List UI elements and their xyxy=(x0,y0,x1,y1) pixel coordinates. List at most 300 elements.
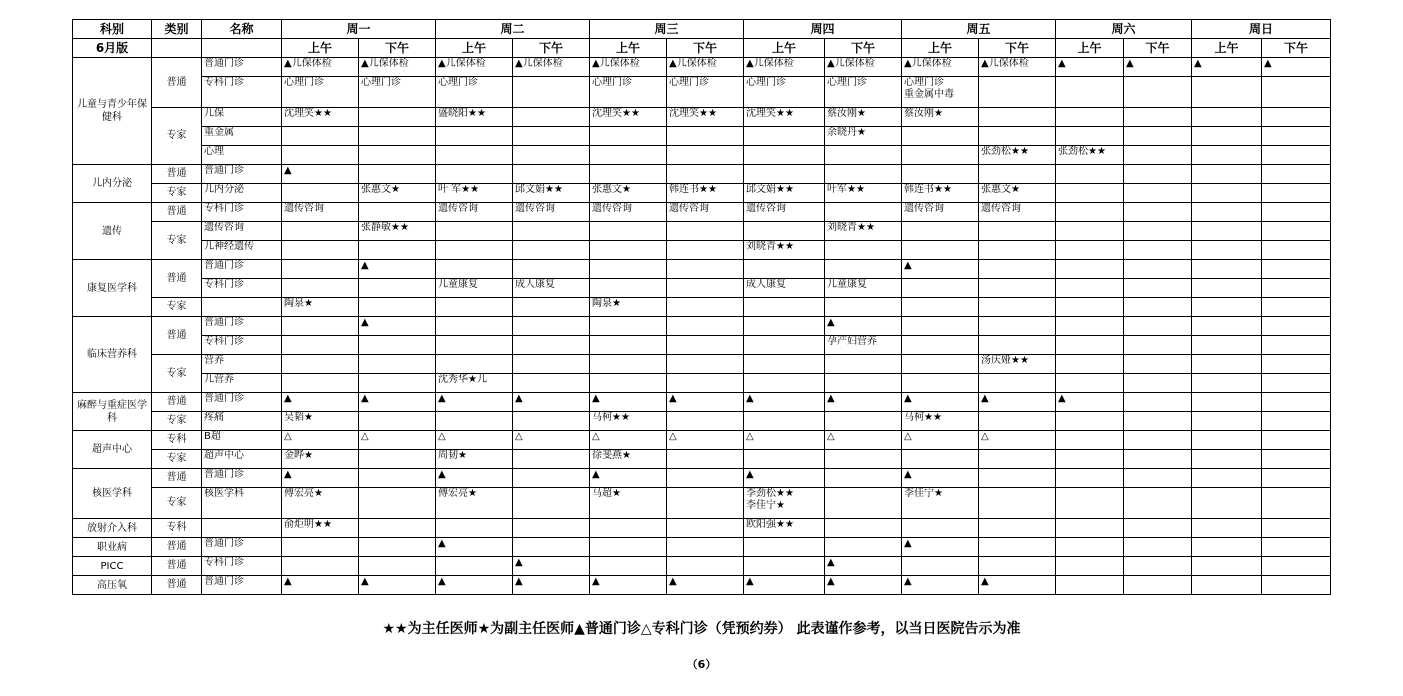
pm-slot-cell xyxy=(667,336,744,355)
clinic-name-cell: 专科门诊 xyxy=(202,203,282,222)
pm-slot-cell xyxy=(359,355,436,374)
am-slot-cell xyxy=(436,557,513,576)
pm-slot-cell xyxy=(513,317,590,336)
pm-slot-cell xyxy=(667,538,744,557)
pm-slot-cell: ▲儿保体检 xyxy=(359,58,436,77)
header-day: 周四 xyxy=(744,20,902,39)
department-cell: 核医学科 xyxy=(73,469,152,519)
pm-slot-cell xyxy=(1262,355,1331,374)
category-cell: 普通 xyxy=(152,538,202,557)
am-slot-cell: 盛晓阳★★ xyxy=(436,108,513,127)
am-slot-cell xyxy=(1192,108,1262,127)
pm-slot-cell xyxy=(1124,538,1192,557)
pm-slot-cell xyxy=(667,412,744,431)
pm-slot-cell xyxy=(979,165,1056,184)
pm-slot-cell: 叶军★★ xyxy=(825,184,902,203)
am-slot-cell xyxy=(436,222,513,241)
pm-slot-cell xyxy=(359,469,436,488)
pm-slot-cell xyxy=(667,127,744,146)
am-slot-cell xyxy=(744,374,825,393)
am-slot-cell xyxy=(282,355,359,374)
am-slot-cell xyxy=(902,241,979,260)
am-slot-cell: ▲儿保体检 xyxy=(282,58,359,77)
am-slot-cell xyxy=(1192,393,1262,412)
pm-slot-cell xyxy=(825,488,902,519)
pm-slot-cell: ▲ xyxy=(979,393,1056,412)
am-slot-cell xyxy=(590,165,667,184)
am-slot-cell xyxy=(1056,241,1124,260)
pm-slot-cell xyxy=(1124,355,1192,374)
am-slot-cell xyxy=(1192,203,1262,222)
schedule-row xyxy=(73,165,1331,184)
pm-slot-cell xyxy=(979,557,1056,576)
pm-slot-cell: ▲ xyxy=(513,557,590,576)
am-slot-cell: △ xyxy=(282,431,359,450)
am-slot-cell: 心理门诊 xyxy=(436,77,513,108)
am-slot-cell xyxy=(902,222,979,241)
am-slot-cell: 马柯★★ xyxy=(902,412,979,431)
pm-slot-cell xyxy=(979,488,1056,519)
clinic-name-cell: 重金属 xyxy=(202,127,282,146)
pm-slot-cell xyxy=(825,298,902,317)
pm-slot-cell xyxy=(1124,146,1192,165)
pm-slot-cell xyxy=(513,412,590,431)
pm-slot-cell xyxy=(667,279,744,298)
pm-slot-cell xyxy=(1262,241,1331,260)
am-slot-cell: ▲儿保体检 xyxy=(902,58,979,77)
am-slot-cell: ▲ xyxy=(902,469,979,488)
category-cell: 专科 xyxy=(152,431,202,450)
pm-slot-cell xyxy=(1124,108,1192,127)
header-am: 上午 xyxy=(1192,39,1262,58)
pm-slot-cell: △ xyxy=(513,431,590,450)
am-slot-cell xyxy=(590,279,667,298)
am-slot-cell: 蔡汝刚★ xyxy=(902,108,979,127)
header-day: 周二 xyxy=(436,20,590,39)
am-slot-cell xyxy=(436,260,513,279)
am-slot-cell: 张劲松★★ xyxy=(1056,146,1124,165)
am-slot-cell xyxy=(1192,146,1262,165)
category-cell: 普通 xyxy=(152,393,202,412)
pm-slot-cell xyxy=(1124,317,1192,336)
am-slot-cell xyxy=(282,260,359,279)
header-day: 周日 xyxy=(1192,20,1331,39)
pm-slot-cell xyxy=(513,241,590,260)
pm-slot-cell: 遗传咨询 xyxy=(979,203,1056,222)
am-slot-cell: ▲ xyxy=(744,469,825,488)
pm-slot-cell xyxy=(979,77,1056,108)
pm-slot-cell xyxy=(979,374,1056,393)
am-slot-cell xyxy=(590,336,667,355)
am-slot-cell xyxy=(1056,374,1124,393)
am-slot-cell xyxy=(744,336,825,355)
schedule-row xyxy=(73,77,1331,108)
am-slot-cell: 遗传咨询 xyxy=(590,203,667,222)
category-cell: 普通 xyxy=(152,165,202,184)
am-slot-cell xyxy=(590,260,667,279)
am-slot-cell: ▲ xyxy=(902,393,979,412)
category-cell: 普通 xyxy=(152,557,202,576)
schedule-row xyxy=(73,203,1331,222)
pm-slot-cell xyxy=(1262,412,1331,431)
am-slot-cell xyxy=(1056,203,1124,222)
category-cell: 专家 xyxy=(152,412,202,431)
am-slot-cell xyxy=(902,127,979,146)
schedule-row xyxy=(73,538,1331,557)
clinic-name-cell: 普通门诊 xyxy=(202,165,282,184)
pm-slot-cell: ▲ xyxy=(359,260,436,279)
am-slot-cell: ▲ xyxy=(436,576,513,595)
pm-slot-cell: 沈理笑★★ xyxy=(667,108,744,127)
department-cell: 职业病 xyxy=(73,538,152,557)
am-slot-cell xyxy=(590,222,667,241)
schedule-row xyxy=(73,58,1331,77)
am-slot-cell: 陶泉★ xyxy=(590,298,667,317)
pm-slot-cell: ▲ xyxy=(513,393,590,412)
am-slot-cell xyxy=(1192,184,1262,203)
am-slot-cell xyxy=(1192,77,1262,108)
pm-slot-cell xyxy=(667,355,744,374)
am-slot-cell xyxy=(282,557,359,576)
am-slot-cell: ▲ xyxy=(282,165,359,184)
pm-slot-cell xyxy=(359,241,436,260)
pm-slot-cell xyxy=(359,336,436,355)
am-slot-cell: 沈理笑★★ xyxy=(282,108,359,127)
am-slot-cell xyxy=(902,298,979,317)
am-slot-cell: 沈理笑★★ xyxy=(744,108,825,127)
pm-slot-cell xyxy=(979,260,1056,279)
am-slot-cell: △ xyxy=(590,431,667,450)
am-slot-cell xyxy=(1192,298,1262,317)
pm-slot-cell xyxy=(1124,431,1192,450)
pm-slot-cell xyxy=(513,374,590,393)
pm-slot-cell xyxy=(1262,127,1331,146)
department-cell: 遗传 xyxy=(73,203,152,260)
pm-slot-cell xyxy=(825,146,902,165)
clinic-name-cell: 营养 xyxy=(202,355,282,374)
am-slot-cell xyxy=(282,336,359,355)
am-slot-cell: ▲ xyxy=(1056,393,1124,412)
schedule-row xyxy=(73,298,1331,317)
header-am: 上午 xyxy=(282,39,359,58)
am-slot-cell: ▲ xyxy=(744,576,825,595)
pm-slot-cell xyxy=(513,450,590,469)
category-cell: 专科 xyxy=(152,519,202,538)
am-slot-cell xyxy=(1056,184,1124,203)
pm-slot-cell xyxy=(667,241,744,260)
pm-slot-cell xyxy=(979,222,1056,241)
pm-slot-cell xyxy=(667,260,744,279)
pm-slot-cell xyxy=(667,298,744,317)
pm-slot-cell xyxy=(979,279,1056,298)
clinic-name-cell: 疼痛 xyxy=(202,412,282,431)
clinic-name-cell: 专科门诊 xyxy=(202,336,282,355)
am-slot-cell xyxy=(1056,317,1124,336)
pm-slot-cell xyxy=(1262,450,1331,469)
category-cell: 专家 xyxy=(152,450,202,469)
pm-slot-cell xyxy=(359,165,436,184)
am-slot-cell xyxy=(282,241,359,260)
am-slot-cell xyxy=(1192,538,1262,557)
pm-slot-cell xyxy=(1124,184,1192,203)
am-slot-cell xyxy=(1056,222,1124,241)
pm-slot-cell xyxy=(513,222,590,241)
am-slot-cell xyxy=(744,538,825,557)
pm-slot-cell xyxy=(825,203,902,222)
pm-slot-cell xyxy=(979,519,1056,538)
pm-slot-cell: 蔡汝刚★ xyxy=(825,108,902,127)
pm-slot-cell: △ xyxy=(667,431,744,450)
pm-slot-cell: 心理门诊 xyxy=(359,77,436,108)
pm-slot-cell xyxy=(1124,412,1192,431)
am-slot-cell xyxy=(1056,538,1124,557)
pm-slot-cell xyxy=(513,519,590,538)
pm-slot-cell xyxy=(1124,77,1192,108)
department-cell: PICC xyxy=(73,557,152,576)
pm-slot-cell xyxy=(359,298,436,317)
pm-slot-cell xyxy=(825,241,902,260)
am-slot-cell: △ xyxy=(744,431,825,450)
am-slot-cell xyxy=(1192,450,1262,469)
am-slot-cell: ▲ xyxy=(902,576,979,595)
pm-slot-cell xyxy=(359,127,436,146)
am-slot-cell: ▲ xyxy=(1056,58,1124,77)
pm-slot-cell xyxy=(1262,317,1331,336)
department-cell: 儿内分泌 xyxy=(73,165,152,203)
am-slot-cell xyxy=(1192,222,1262,241)
pm-slot-cell: ▲ xyxy=(667,576,744,595)
clinic-name-cell: 普通门诊 xyxy=(202,469,282,488)
am-slot-cell xyxy=(436,241,513,260)
am-slot-cell xyxy=(1192,336,1262,355)
pm-slot-cell xyxy=(513,127,590,146)
pm-slot-cell xyxy=(1262,203,1331,222)
pm-slot-cell xyxy=(513,336,590,355)
am-slot-cell: 周韧★ xyxy=(436,450,513,469)
clinic-name-cell: 儿内分泌 xyxy=(202,184,282,203)
clinic-name-cell: 专科门诊 xyxy=(202,279,282,298)
am-slot-cell xyxy=(902,146,979,165)
pm-slot-cell xyxy=(1262,279,1331,298)
am-slot-cell xyxy=(590,355,667,374)
schedule-row xyxy=(73,355,1331,374)
clinic-name-cell: 遗传咨询 xyxy=(202,222,282,241)
pm-slot-cell xyxy=(1124,450,1192,469)
schedule-row xyxy=(73,450,1331,469)
am-slot-cell: ▲ xyxy=(436,469,513,488)
schedule-row xyxy=(73,127,1331,146)
pm-slot-cell xyxy=(359,538,436,557)
category-cell: 专家 xyxy=(152,222,202,260)
pm-slot-cell xyxy=(1262,260,1331,279)
am-slot-cell: ▲儿保体检 xyxy=(590,58,667,77)
pm-slot-cell xyxy=(1124,336,1192,355)
header-pm: 下午 xyxy=(359,39,436,58)
clinic-name-cell: 普通门诊 xyxy=(202,317,282,336)
am-slot-cell xyxy=(1192,241,1262,260)
category-cell: 普通 xyxy=(152,576,202,595)
pm-slot-cell: 成人康复 xyxy=(513,279,590,298)
pm-slot-cell: ▲ xyxy=(1262,58,1331,77)
pm-slot-cell xyxy=(1262,557,1331,576)
pm-slot-cell xyxy=(513,260,590,279)
department-cell: 儿童与青少年保健科 xyxy=(73,58,152,165)
schedule-row xyxy=(73,469,1331,488)
am-slot-cell xyxy=(1192,355,1262,374)
am-slot-cell xyxy=(1056,127,1124,146)
pm-slot-cell xyxy=(1262,538,1331,557)
am-slot-cell xyxy=(902,450,979,469)
header-pm: 下午 xyxy=(825,39,902,58)
pm-slot-cell: ▲儿保体检 xyxy=(667,58,744,77)
am-slot-cell xyxy=(436,317,513,336)
am-slot-cell xyxy=(1056,450,1124,469)
pm-slot-cell xyxy=(667,450,744,469)
am-slot-cell xyxy=(1192,165,1262,184)
department-cell: 麻醉与重症医学科 xyxy=(73,393,152,431)
pm-slot-cell: 心理门诊 xyxy=(825,77,902,108)
pm-slot-cell: 邱文娟★★ xyxy=(513,184,590,203)
pm-slot-cell xyxy=(667,374,744,393)
am-slot-cell xyxy=(436,336,513,355)
am-slot-cell: 俞炬明★★ xyxy=(282,519,359,538)
pm-slot-cell xyxy=(513,538,590,557)
department-cell: 康复医学科 xyxy=(73,260,152,317)
pm-slot-cell: 心理门诊 xyxy=(667,77,744,108)
am-slot-cell: ▲儿保体检 xyxy=(436,58,513,77)
pm-slot-cell xyxy=(359,108,436,127)
pm-slot-cell xyxy=(1262,469,1331,488)
pm-slot-cell xyxy=(1124,557,1192,576)
pm-slot-cell xyxy=(825,450,902,469)
page-number: （6） xyxy=(686,658,717,671)
department-cell: 放射介入科 xyxy=(73,519,152,538)
am-slot-cell xyxy=(1192,260,1262,279)
am-slot-cell xyxy=(1192,488,1262,519)
department-cell: 超声中心 xyxy=(73,431,152,469)
pm-slot-cell xyxy=(979,538,1056,557)
am-slot-cell xyxy=(902,355,979,374)
am-slot-cell xyxy=(902,317,979,336)
clinic-name-cell: 普通门诊 xyxy=(202,576,282,595)
pm-slot-cell: ▲ xyxy=(513,576,590,595)
am-slot-cell xyxy=(902,165,979,184)
am-slot-cell: △ xyxy=(902,431,979,450)
pm-slot-cell xyxy=(513,298,590,317)
am-slot-cell xyxy=(1192,127,1262,146)
pm-slot-cell xyxy=(667,222,744,241)
am-slot-cell xyxy=(744,355,825,374)
header-day: 周六 xyxy=(1056,20,1192,39)
clinic-name-cell: 儿保 xyxy=(202,108,282,127)
pm-slot-cell xyxy=(359,203,436,222)
am-slot-cell: 邱文娟★★ xyxy=(744,184,825,203)
am-slot-cell xyxy=(1192,431,1262,450)
header-pm: 下午 xyxy=(1124,39,1192,58)
header-day: 周五 xyxy=(902,20,1056,39)
am-slot-cell: ▲ xyxy=(282,469,359,488)
am-slot-cell xyxy=(1056,108,1124,127)
pm-slot-cell xyxy=(1262,108,1331,127)
department-cell: 临床营养科 xyxy=(73,317,152,393)
pm-slot-cell xyxy=(513,488,590,519)
am-slot-cell: ▲ xyxy=(902,538,979,557)
am-slot-cell: ▲ xyxy=(1192,58,1262,77)
am-slot-cell: ▲ xyxy=(902,260,979,279)
schedule-row xyxy=(73,184,1331,203)
am-slot-cell xyxy=(590,146,667,165)
pm-slot-cell xyxy=(1124,241,1192,260)
am-slot-cell xyxy=(1056,431,1124,450)
am-slot-cell xyxy=(1056,488,1124,519)
header-pm: 下午 xyxy=(513,39,590,58)
pm-slot-cell: 汤庆娅★★ xyxy=(979,355,1056,374)
pm-slot-cell: ▲儿保体检 xyxy=(825,58,902,77)
pm-slot-cell: △ xyxy=(979,431,1056,450)
pm-slot-cell: 张劲松★★ xyxy=(979,146,1056,165)
pm-slot-cell xyxy=(667,557,744,576)
category-cell: 普通 xyxy=(152,203,202,222)
header-empty-cell xyxy=(152,39,202,58)
pm-slot-cell: △ xyxy=(825,431,902,450)
clinic-name-cell: 普通门诊 xyxy=(202,58,282,77)
schedule-row xyxy=(73,222,1331,241)
pm-slot-cell xyxy=(1262,393,1331,412)
schedule-row xyxy=(73,431,1331,450)
header-day: 周一 xyxy=(282,20,436,39)
am-slot-cell xyxy=(1056,77,1124,108)
pm-slot-cell xyxy=(825,165,902,184)
header-am: 上午 xyxy=(902,39,979,58)
am-slot-cell: 傅宏亮★ xyxy=(282,488,359,519)
am-slot-cell xyxy=(282,374,359,393)
am-slot-cell: 遗传咨询 xyxy=(902,203,979,222)
header-empty-cell xyxy=(202,39,282,58)
clinic-name-cell xyxy=(202,298,282,317)
category-cell: 专家 xyxy=(152,184,202,203)
am-slot-cell xyxy=(1192,412,1262,431)
am-slot-cell xyxy=(282,127,359,146)
am-slot-cell xyxy=(1192,557,1262,576)
pm-slot-cell xyxy=(667,317,744,336)
pm-slot-cell xyxy=(825,355,902,374)
am-slot-cell xyxy=(590,519,667,538)
am-slot-cell xyxy=(902,336,979,355)
category-cell: 专家 xyxy=(152,108,202,165)
header-row-periods xyxy=(73,39,1331,58)
am-slot-cell: 遗传咨询 xyxy=(436,203,513,222)
am-slot-cell xyxy=(590,241,667,260)
header-am: 上午 xyxy=(744,39,825,58)
pm-slot-cell xyxy=(1262,298,1331,317)
category-cell: 专家 xyxy=(152,355,202,393)
am-slot-cell: 金晔★ xyxy=(282,450,359,469)
pm-slot-cell xyxy=(1124,298,1192,317)
am-slot-cell xyxy=(1192,469,1262,488)
pm-slot-cell xyxy=(979,241,1056,260)
pm-slot-cell xyxy=(979,317,1056,336)
am-slot-cell xyxy=(1056,298,1124,317)
schedule-row xyxy=(73,241,1331,260)
pm-slot-cell: ▲ xyxy=(825,576,902,595)
pm-slot-cell: 遗传咨询 xyxy=(513,203,590,222)
am-slot-cell: ▲ xyxy=(436,538,513,557)
schedule-row xyxy=(73,374,1331,393)
header-dept: 科别 xyxy=(73,20,152,39)
header-row-days xyxy=(73,20,1331,39)
pm-slot-cell: ▲ xyxy=(359,393,436,412)
am-slot-cell: 李劲松★★ 李佳宁★ xyxy=(744,488,825,519)
